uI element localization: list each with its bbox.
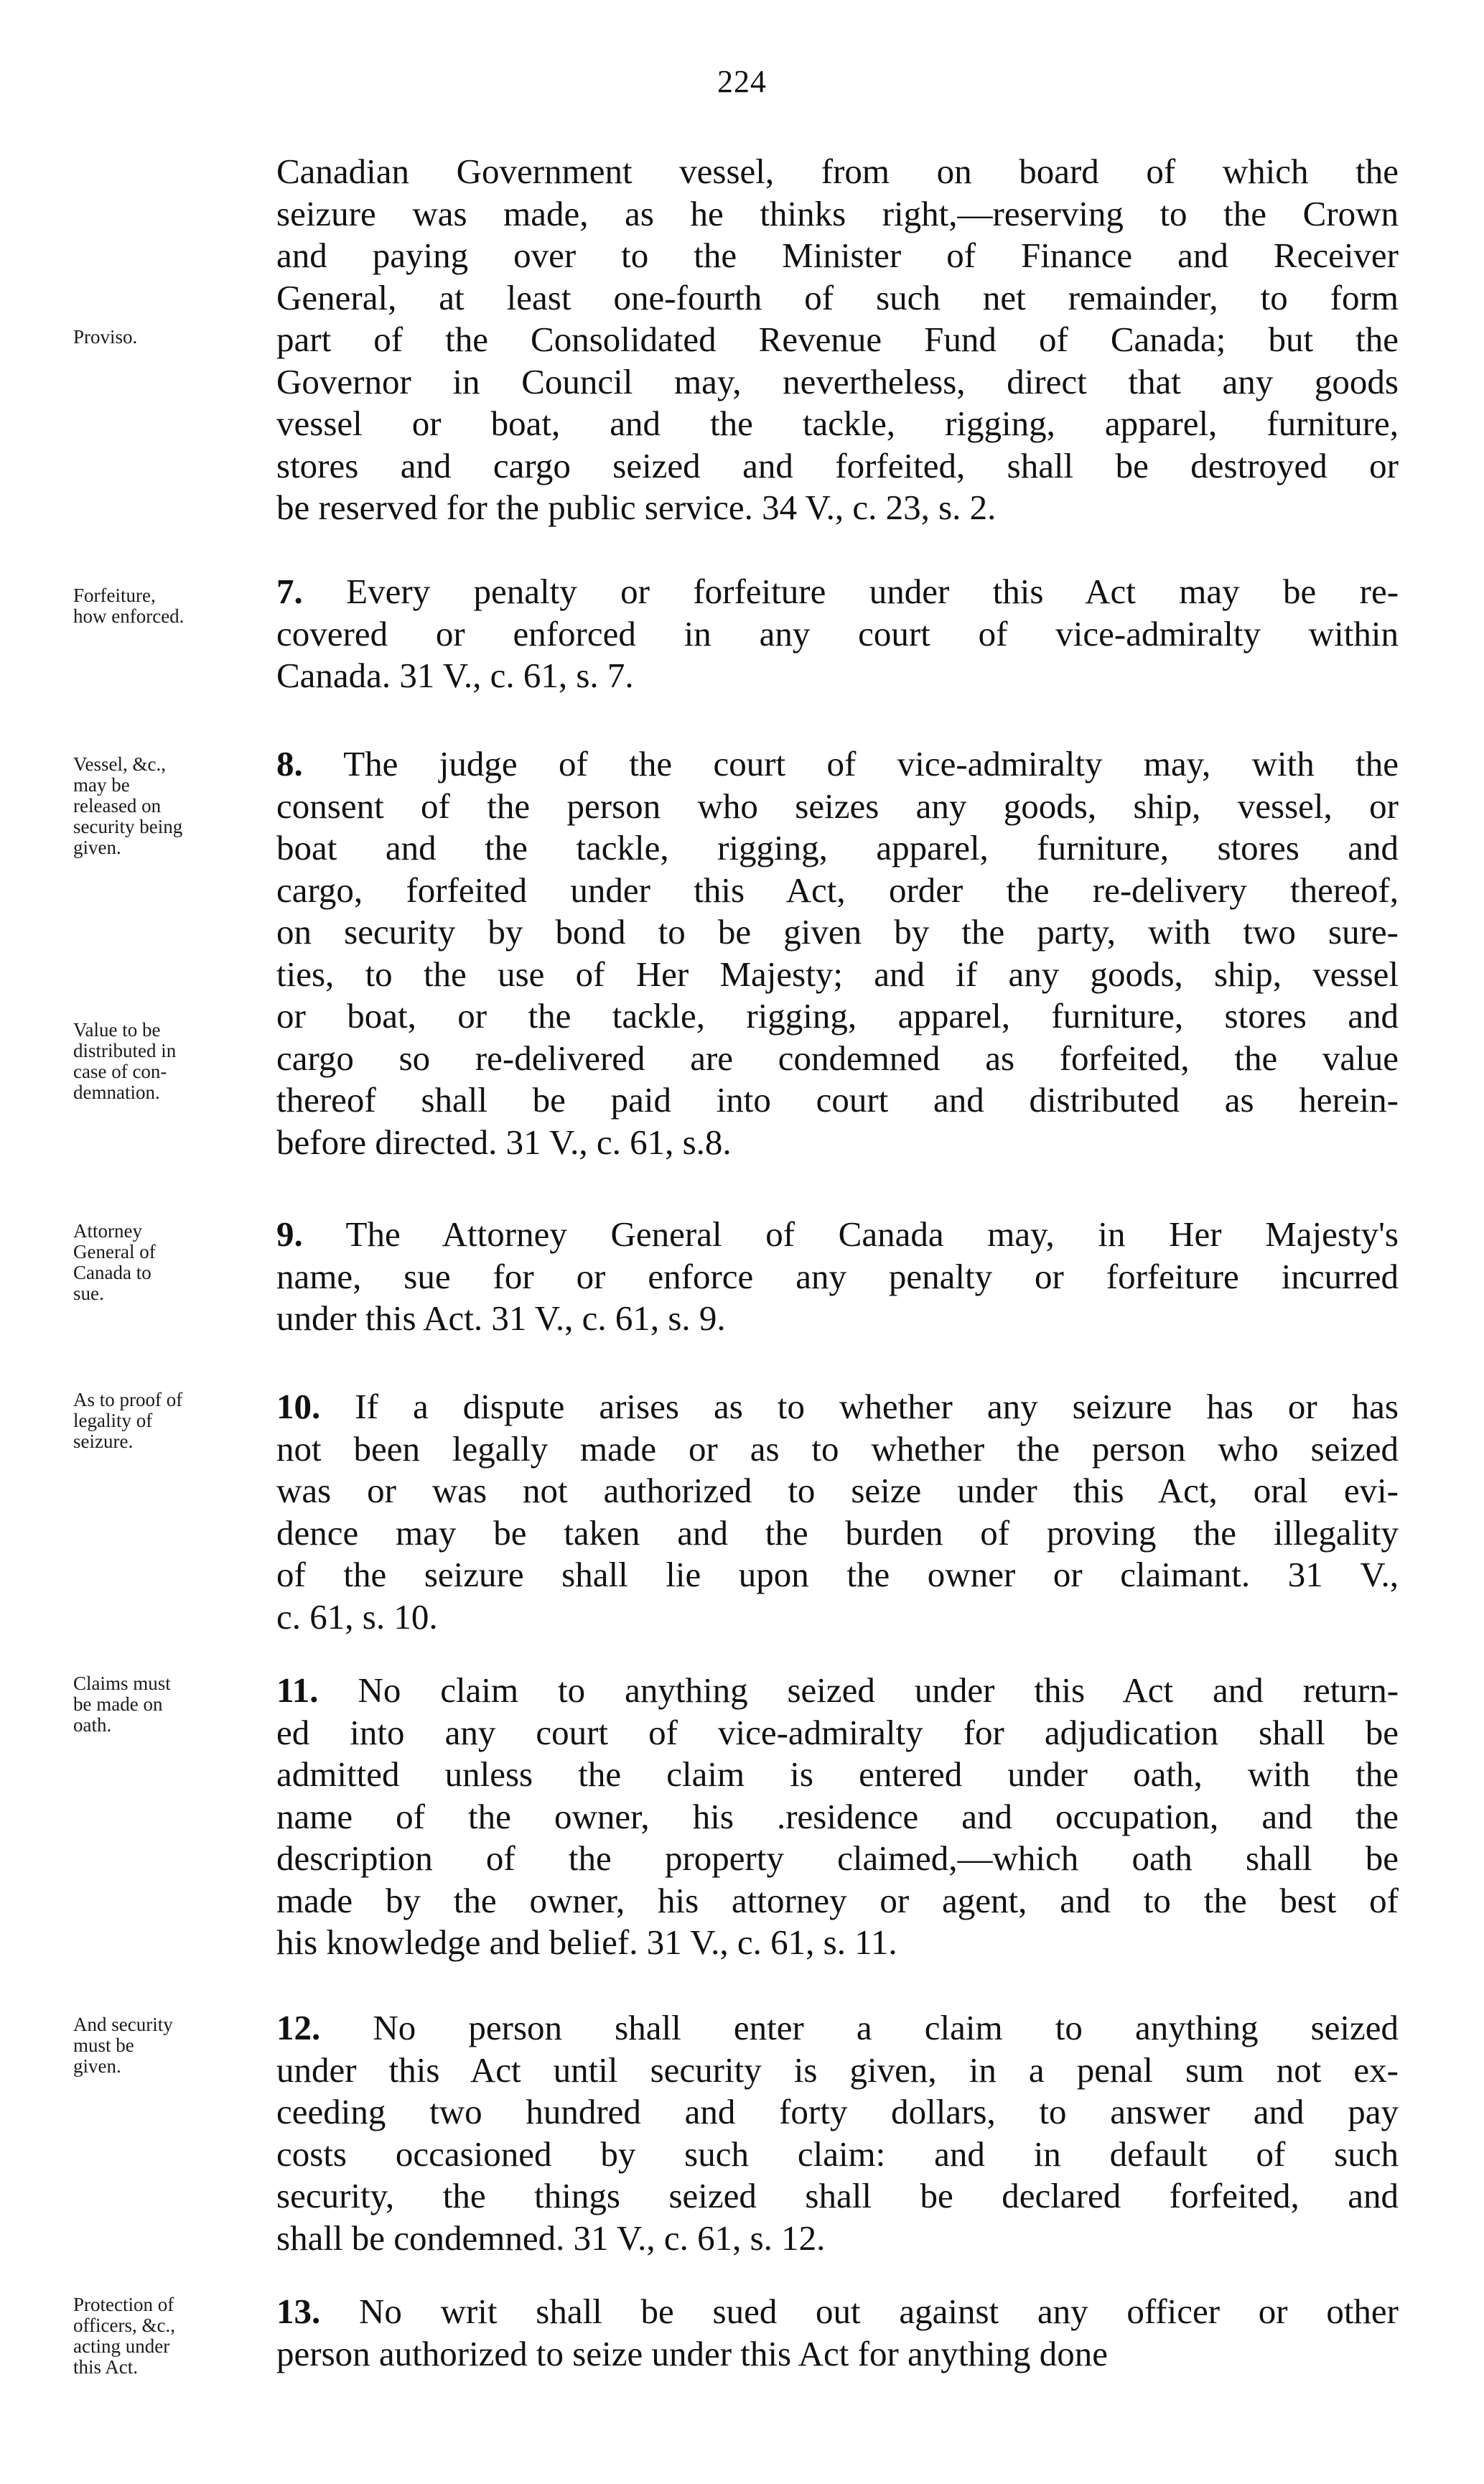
text-line bbox=[276, 1214, 1399, 1256]
text-line bbox=[276, 1796, 1399, 1838]
line-text: not been legally made or as to whether the person who seized bbox=[276, 1428, 1399, 1469]
margin-note-line: sue. bbox=[73, 1283, 104, 1304]
text-line bbox=[276, 786, 1399, 828]
line-text: The judge of the court of vice-admiralty may, with the bbox=[343, 744, 1399, 783]
margin-note bbox=[73, 2014, 271, 2077]
section-12 bbox=[276, 2007, 1399, 2259]
text-line bbox=[276, 1712, 1399, 1754]
text-line bbox=[276, 1079, 1399, 1122]
text-line bbox=[276, 1922, 1399, 1964]
text-line bbox=[276, 1122, 1399, 1164]
line-text: of the seizure shall lie upon the owner or claimant. 31 V., bbox=[276, 1555, 1399, 1594]
margin-note-line: As to proof of bbox=[73, 1389, 183, 1410]
text-line bbox=[276, 235, 1399, 277]
text-line bbox=[276, 151, 1399, 193]
text-line bbox=[276, 743, 1399, 786]
margin-note-line: oath. bbox=[73, 1714, 112, 1736]
text-line bbox=[276, 403, 1399, 445]
line-text: on security by bond to be given by the party, with two sure- bbox=[276, 912, 1399, 952]
line-text: ties, to the use of Her Majesty; and if any goods, ship, vessel bbox=[276, 954, 1399, 994]
text-line bbox=[276, 1838, 1399, 1880]
section-8 bbox=[276, 743, 1399, 1163]
line-text: admitted unless the claim is entered under oath, with the bbox=[276, 1754, 1399, 1794]
line-text: cargo so re-delivered are condemned as forfeited, the value bbox=[276, 1038, 1399, 1078]
line-text: No claim to anything seized under this Act and return- bbox=[358, 1670, 1399, 1710]
text-line bbox=[276, 1038, 1399, 1080]
line-text: Every penalty or forfeiture under this Act may be re- bbox=[346, 572, 1399, 611]
line-text: Canada. 31 V., c. 61, s. 7. bbox=[276, 656, 634, 695]
section-number: 10. bbox=[276, 1387, 321, 1426]
text-line bbox=[276, 1670, 1399, 1712]
margin-note-line: legality of bbox=[73, 1410, 153, 1431]
margin-note-line: given. bbox=[73, 2055, 121, 2077]
section-10 bbox=[276, 1386, 1399, 1638]
line-text: or boat, or the tackle, rigging, apparel, furniture, stores and bbox=[276, 996, 1399, 1036]
margin-note bbox=[73, 1020, 271, 1103]
text-line bbox=[276, 954, 1399, 996]
line-text: costs occasioned by such claim: and in default of such bbox=[276, 2134, 1399, 2174]
margin-note bbox=[73, 585, 271, 627]
margin-note-line: be made on bbox=[73, 1693, 163, 1715]
line-text: ceeding two hundred and forty dollars, to answer and pay bbox=[276, 2092, 1399, 2131]
line-text: be reserved for the public service. 34 V., c. 23, s. 2. bbox=[276, 488, 997, 527]
text-line bbox=[276, 1386, 1399, 1428]
line-text: under this Act until security is given, in a penal sum not ex- bbox=[276, 2050, 1399, 2090]
line-text: made by the owner, his attorney or agent, and to the best of bbox=[276, 1880, 1399, 1920]
line-text: name, sue for or enforce any penalty or forfeiture incurred bbox=[276, 1256, 1399, 1296]
margin-note-line: Value to be bbox=[73, 1019, 161, 1041]
text-line bbox=[276, 1256, 1399, 1298]
line-text: thereof shall be paid into court and distributed as herein- bbox=[276, 1080, 1399, 1120]
section-number: 7. bbox=[276, 572, 303, 611]
margin-note-line: security being bbox=[73, 816, 183, 837]
text-line bbox=[276, 2134, 1399, 2176]
line-text: seizure was made, as he thinks right,—reserving to the Crown bbox=[276, 193, 1399, 233]
section-7 bbox=[276, 571, 1399, 697]
margin-note-line: Claims must bbox=[73, 1673, 171, 1694]
line-text: dence may be taken and the burden of proving the illegality bbox=[276, 1512, 1399, 1553]
text-line bbox=[276, 2091, 1399, 2134]
text-line bbox=[276, 2291, 1399, 2333]
line-text: c. 61, s. 10. bbox=[276, 1596, 438, 1637]
section-number: 13. bbox=[276, 2292, 321, 2331]
text-line bbox=[276, 613, 1399, 656]
line-text: was or was not authorized to seize under this Act, oral evi- bbox=[276, 1471, 1399, 1510]
text-line bbox=[276, 1754, 1399, 1796]
line-text: ed into any court of vice-admiralty for adjudication shall be bbox=[276, 1712, 1399, 1752]
line-text: his knowledge and belief. 31 V., c. 61, s. 11. bbox=[276, 1922, 897, 1962]
margin-note bbox=[73, 2294, 271, 2378]
line-text: security, the things seized shall be declared forfeited, and bbox=[276, 2176, 1399, 2215]
text-line bbox=[276, 1298, 1399, 1340]
section-number: 8. bbox=[276, 744, 303, 783]
text-line bbox=[276, 487, 1399, 529]
line-text: under this Act. 31 V., c. 61, s. 9. bbox=[276, 1298, 726, 1338]
margin-note bbox=[73, 327, 271, 348]
line-text: General, at least one-fourth of such net remainder, to form bbox=[276, 277, 1399, 317]
text-line bbox=[276, 2333, 1399, 2376]
line-text: covered or enforced in any court of vice-admiralty within bbox=[276, 613, 1399, 653]
margin-note-line: Forfeiture, bbox=[73, 585, 156, 606]
margin-note bbox=[73, 1673, 271, 1736]
text-line bbox=[276, 1428, 1399, 1471]
line-text: vessel or boat, and the tackle, rigging, apparel, furniture, bbox=[276, 404, 1399, 443]
text-line bbox=[276, 870, 1399, 912]
margin-note-line: must be bbox=[73, 2034, 134, 2056]
section-11 bbox=[276, 1670, 1399, 1964]
line-text: The Attorney General of Canada may, in Her Majesty's bbox=[345, 1214, 1399, 1254]
margin-note-line: Attorney bbox=[73, 1220, 142, 1242]
line-text: part of the Consolidated Revenue Fund of Canada; but the bbox=[276, 320, 1399, 359]
margin-note-line: may be bbox=[73, 774, 130, 796]
section-number: 9. bbox=[276, 1214, 303, 1254]
line-text: No person shall enter a claim to anything seized bbox=[373, 2008, 1399, 2047]
margin-note-line: officers, &c., bbox=[73, 2315, 175, 2336]
margin-note-line: acting under bbox=[73, 2335, 170, 2357]
margin-note-line: released on bbox=[73, 795, 162, 817]
text-line bbox=[276, 277, 1399, 320]
margin-note-line: Proviso. bbox=[73, 326, 138, 348]
line-text: cargo, forfeited under this Act, order the re-delivery thereof, bbox=[276, 870, 1399, 910]
line-text: name of the owner, his .residence and occupation, and the bbox=[276, 1796, 1399, 1836]
line-text: Governor in Council may, nevertheless, direct that any goods bbox=[276, 361, 1399, 401]
text-line bbox=[276, 2175, 1399, 2218]
line-text: person authorized to seize under this Act for anything done bbox=[276, 2333, 1108, 2373]
text-line bbox=[276, 995, 1399, 1038]
text-line bbox=[276, 571, 1399, 613]
line-text: No writ shall be sued out against any officer or other bbox=[358, 2292, 1399, 2331]
text-line bbox=[276, 1596, 1399, 1639]
text-line bbox=[276, 1554, 1399, 1596]
text-line bbox=[276, 655, 1399, 697]
line-text: consent of the person who seizes any goods, ship, vessel, or bbox=[276, 786, 1399, 826]
line-text: boat and the tackle, rigging, apparel, furniture, stores and bbox=[276, 828, 1399, 867]
text-line bbox=[276, 445, 1399, 488]
text-line bbox=[276, 1880, 1399, 1922]
margin-note bbox=[73, 1221, 271, 1304]
margin-note-line: given. bbox=[73, 837, 121, 858]
margin-note-line: Canada to bbox=[73, 1262, 151, 1283]
text-line bbox=[276, 827, 1399, 870]
margin-note-line: distributed in bbox=[73, 1040, 177, 1061]
margin-note-line: And security bbox=[73, 2014, 173, 2035]
line-text: and paying over to the Minister of Finance and Receiver bbox=[276, 236, 1399, 275]
text-line bbox=[276, 361, 1399, 404]
line-text: description of the property claimed,—which oath shall be bbox=[276, 1838, 1399, 1878]
text-line bbox=[276, 193, 1399, 236]
section-13 bbox=[276, 2291, 1399, 2375]
line-text: shall be condemned. 31 V., c. 61, s. 12. bbox=[276, 2218, 826, 2258]
text-line bbox=[276, 1512, 1399, 1555]
section-number: 11. bbox=[276, 1670, 319, 1710]
margin-note-line: case of con- bbox=[73, 1061, 167, 1082]
margin-note-line: Protection of bbox=[73, 2294, 174, 2315]
margin-note-line: demnation. bbox=[73, 1081, 160, 1103]
line-text: If a dispute arises as to whether any seizure has or has bbox=[355, 1387, 1399, 1426]
margin-note-line: General of bbox=[73, 1241, 156, 1262]
margin-note bbox=[73, 754, 271, 858]
text-line bbox=[276, 2050, 1399, 2092]
text-line bbox=[276, 2218, 1399, 2260]
margin-note-line: Vessel, &c., bbox=[73, 753, 166, 775]
line-text: before directed. 31 V., c. 61, s.8. bbox=[276, 1122, 732, 1162]
text-line bbox=[276, 911, 1399, 954]
margin-note-line: seizure. bbox=[73, 1431, 134, 1452]
text-line bbox=[276, 2007, 1399, 2050]
section-9 bbox=[276, 1214, 1399, 1340]
section-continuation bbox=[276, 151, 1399, 529]
text-line bbox=[276, 1470, 1399, 1512]
line-text: Canadian Government vessel, from on board of which the bbox=[276, 152, 1399, 191]
section-number: 12. bbox=[276, 2008, 321, 2047]
margin-note bbox=[73, 1390, 271, 1452]
line-text: stores and cargo seized and forfeited, shall be destroyed or bbox=[276, 445, 1399, 485]
margin-note-line: this Act. bbox=[73, 2356, 139, 2378]
text-line bbox=[276, 319, 1399, 361]
page-number: 224 bbox=[717, 64, 767, 99]
margin-note-line: how enforced. bbox=[73, 605, 185, 627]
